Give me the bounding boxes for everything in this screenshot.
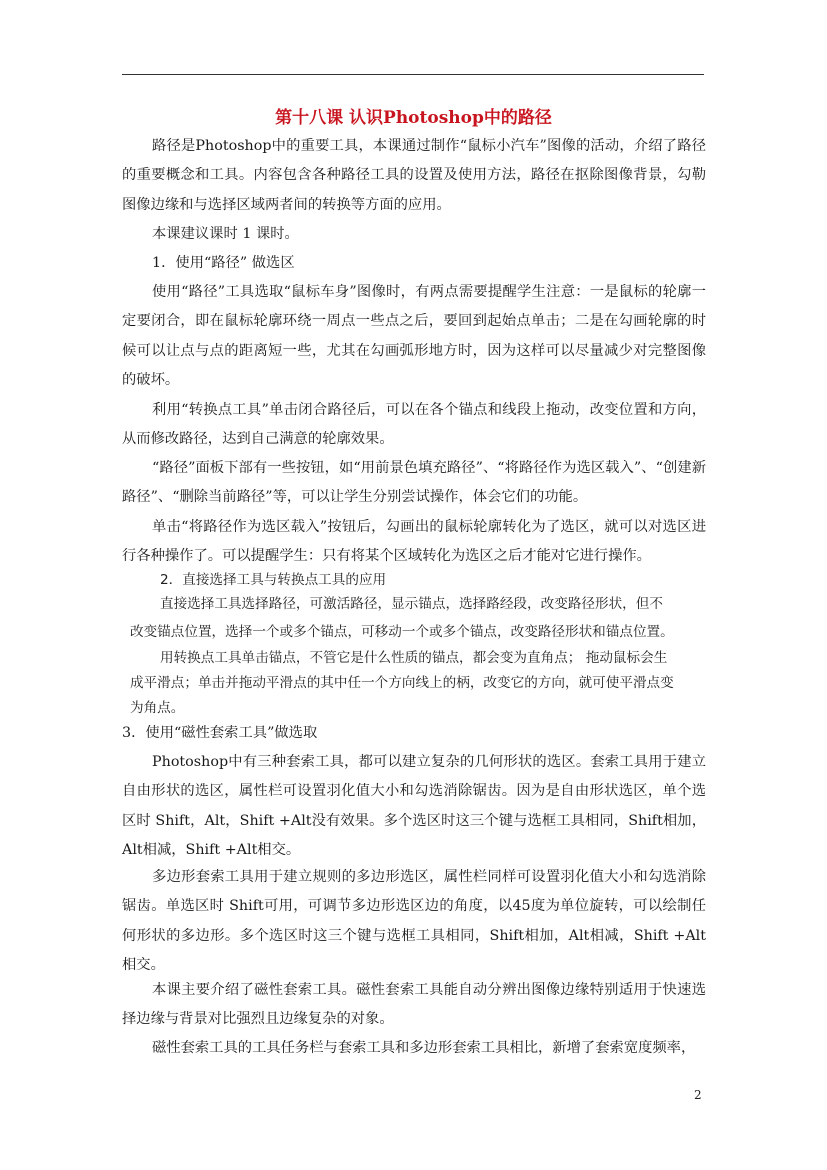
section-heading-3: 3．使用“磁性套索工具”做选取 <box>122 725 318 741</box>
scanned-line: 为角点。 <box>130 700 185 716</box>
paragraph-hours: 本课建议课时 1 课时。 <box>152 226 299 242</box>
paragraph-polygon-lasso: 多边形套索工具用于建立规则的多边形选区，属性栏同样可设置羽化值大小和勾选消除锯齿。单选区时 Shift可用，可调节多边形选区边的角度，以45度为单位旋转，可以绘制任何形状的多边形。多个选区时这三个键与选框工具相同，Shift相加，Alt相减，Shift +Alt相交。 <box>122 869 706 974</box>
paragraph-lasso-tools: Photoshop中有三种套索工具，都可以建立复杂的几何形状的选区。套索工具用于建立自由形状的选区，属性栏可设置羽化值大小和勾选消除锯齿。因为是自由形状选区，单个选区时 Shift，Alt，Shift +Alt没有效果。多个选区时这三个键与选框工具相同，Shift相加，Alt相减，Shift +Alt相交。 <box>122 754 706 859</box>
paragraph-magnetic-lasso: 本课主要介绍了磁性套索工具。磁性套索工具能自动分辨出图像边缘特别适用于快速选择边缘与背景对比强烈且边缘复杂的对象。 <box>122 982 706 1028</box>
paragraph-intro: 路径是Photoshop中的重要工具，本课通过制作“鼠标小汽车”图像的活动，介绍了路径的重要概念和工具。内容包含各种路径工具的设置及使用方法，路径在抠除图像背景，勾勒图像边缘和与选择区域两者间的转换等方面的应用。 <box>122 138 706 213</box>
page-number: 2 <box>694 1088 702 1102</box>
scanned-line: 用转换点工具单击锚点，不管它是什么性质的锚点，都会变为直角点； 拖动鼠标会生 <box>160 650 668 666</box>
header-rule <box>122 74 704 75</box>
section-heading-2: 2．直接选择工具与转换点工具的应用 <box>160 572 387 588</box>
scanned-line: 直接选择工具选择路径，可激活路径，显示锚点，选择路经段，改变路径形状，但不 <box>160 596 663 612</box>
scanned-line: 改变锚点位置，选择一个或多个锚点，可移动一个或多个锚点，改变路径形状和锚点位置。 <box>130 624 674 640</box>
paragraph-magnetic-options: 磁性套索工具的工具任务栏与套索工具和多边形套索工具相比，新增了套索宽度频率， <box>152 1040 696 1056</box>
paragraph-path-tips: 使用“路径”工具选取“鼠标车身”图像时，有两点需要提醒学生注意：一是鼠标的轮廓一定要闭合，即在鼠标轮廓环绕一周点一些点之后，要回到起始点单击；二是在勾画轮廓的时候可以让点与点的距离短一些，尤其在勾画弧形地方时，因为这样可以尽量减少对完整图像的破坏。 <box>122 284 706 389</box>
section-heading-1: 1．使用“路径” 做选区 <box>152 255 295 271</box>
scanned-line: 成平滑点；单击并拖动平滑点的其中任一个方向线上的柄，改变它的方向，就可使平滑点变 <box>130 675 674 691</box>
paragraph-convert-point: 利用“转换点工具”单击闭合路径后，可以在各个锚点和线段上拖动，改变位置和方向，从而修改路径，达到自己满意的轮廓效果。 <box>122 402 706 448</box>
paragraph-path-panel: “路径”面板下部有一些按钮，如“用前景色填充路径”、“将路径作为选区载入”、“创建新路径”、“删除当前路径”等，可以让学生分别尝试操作，体会它们的功能。 <box>122 460 706 506</box>
lesson-title: 第十八课 认识Photoshop中的路径 <box>275 108 552 128</box>
paragraph-load-selection: 单击“将路径作为选区载入”按钮后，勾画出的鼠标轮廓转化为了选区，就可以对选区进行各种操作了。可以提醒学生：只有将某个区域转化为选区之后才能对它进行操作。 <box>122 519 706 565</box>
